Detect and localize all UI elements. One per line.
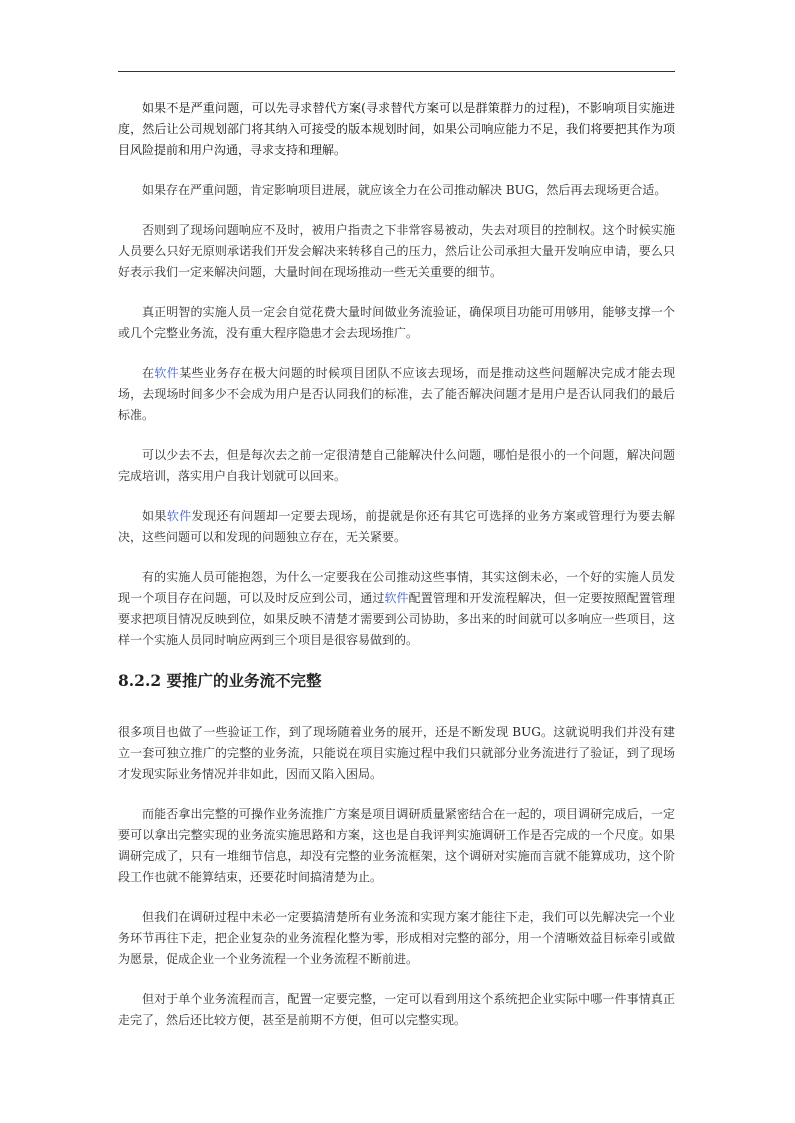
- paragraph: 真正明智的实施人员一定会自觉花费大量时间做业务流验证，确保项目功能可用够用，能够支撑一个或几个完整业务流，没有重大程序隐患才会去现场推广。: [118, 305, 675, 340]
- software-link[interactable]: 软件: [166, 509, 192, 523]
- paragraph-text: 在: [142, 366, 155, 380]
- paragraph: [118, 567, 675, 651]
- paragraph-text: 某些业务存在极大问题的时候项目团队不应该去现场，而是推动这些问题解决完成才能去现场，去现场时间多少不会成为用户是否认同我们的标准，去了能否解决问题才是用户是否认同我们的最后标准。: [118, 366, 675, 422]
- paragraph: [118, 363, 675, 426]
- document-body: [118, 98, 675, 1027]
- header-rule: [118, 71, 675, 72]
- paragraph: [118, 506, 675, 548]
- paragraph: 很多项目也做了一些验证工作，到了现场随着业务的展开，还是不断发现 BUG。这就说明我们并没有建立一套可独立推广的完整的业务流，只能说在项目实施过程中我们只就部分业务流进行了验证，到了现场才发现实际业务情况并非如此，因而又陷入困局。: [118, 725, 675, 781]
- paragraph-text: 如果: [142, 509, 167, 523]
- paragraph: 而能否拿出完整的可操作业务流推广方案是项目调研质量紧密结合在一起的，项目调研完成后，一定要可以拿出完整实现的业务流实施思路和方案，这也是自我评判实施调研工作是否完成的一个尺度。如果调研完成了，只有一堆细节信息，却没有完整的业务流框架，这个调研对实施而言就不能算成功，这个阶段工作也就不能算结束，还要花时间搞清楚为止。: [118, 807, 675, 884]
- paragraph: 否则到了现场问题响应不及时，被用户指责之下非常容易被动，失去对项目的控制权。这个时候实施人员要么只好无原则承诺我们开发会解决来转移自己的压力，然后让公司承担大量开发响应申请，要么只好表示我们一定来解决问题，大量时间在现场推动一些无关重要的细节。: [118, 223, 675, 279]
- paragraph: 可以少去不去，但是每次去之前一定很清楚自己能解决什么问题，哪怕是很小的一个问题，解决问题完成培训，落实用户自我计划就可以回来。: [118, 448, 675, 483]
- paragraph-text: 配置管理和开发流程解决，但一定要按照配置管理要求把项目情况反映到位，如果反映不清楚才需要到公司协助，多出来的时间就可以多响应一些项目，这样一个实施人员同时响应两到三个项目是很容易做到的。: [118, 591, 675, 647]
- paragraph: 但我们在调研过程中未必一定要搞清楚所有业务流和实现方案才能往下走，我们可以先解决完一个业务环节再往下走，把企业复杂的业务流程化整为零，形成相对完整的部分，用一个清晰效益目标牵引或做为愿景，促成企业一个业务流程一个业务流程不断前进。: [118, 910, 675, 966]
- software-link[interactable]: 软件: [154, 366, 180, 380]
- paragraph: 如果不是严重问题，可以先寻求替代方案(寻求替代方案可以是群策群力的过程)，不影响项目实施进度，然后让公司规划部门将其纳入可接受的版本规划时间，如果公司响应能力不足，我们将要把其作为项目风险提前和用户沟通，寻求支持和理解。: [118, 101, 675, 157]
- paragraph-text: 发现还有问题却一定要去现场，前提就是你还有其它可选择的业务方案或管理行为要去解决，这些问题可以和发现的问题独立存在，无关紧要。: [118, 509, 675, 544]
- software-link[interactable]: 软件: [384, 591, 409, 605]
- paragraph-text: 有的实施人员可能抱怨，为什么一定要我在公司推动这些事情，其实这倒未必，一个好的实施人员发现一个项目存在问题，可以及时反应到公司，通过: [118, 570, 675, 605]
- section-heading: 8.2.2 要推广的业务流不完整: [118, 671, 322, 690]
- paragraph: 如果存在严重问题，肯定影响项目进展，就应该全力在公司推动解决 BUG，然后再去现场更合适。: [142, 183, 667, 197]
- paragraph: 但对于单个业务流程而言，配置一定要完整，一定可以看到用这个系统把企业实际中哪一件事情真正走完了，然后还比较方便，甚至是前期不方便，但可以完整实现。: [118, 992, 675, 1027]
